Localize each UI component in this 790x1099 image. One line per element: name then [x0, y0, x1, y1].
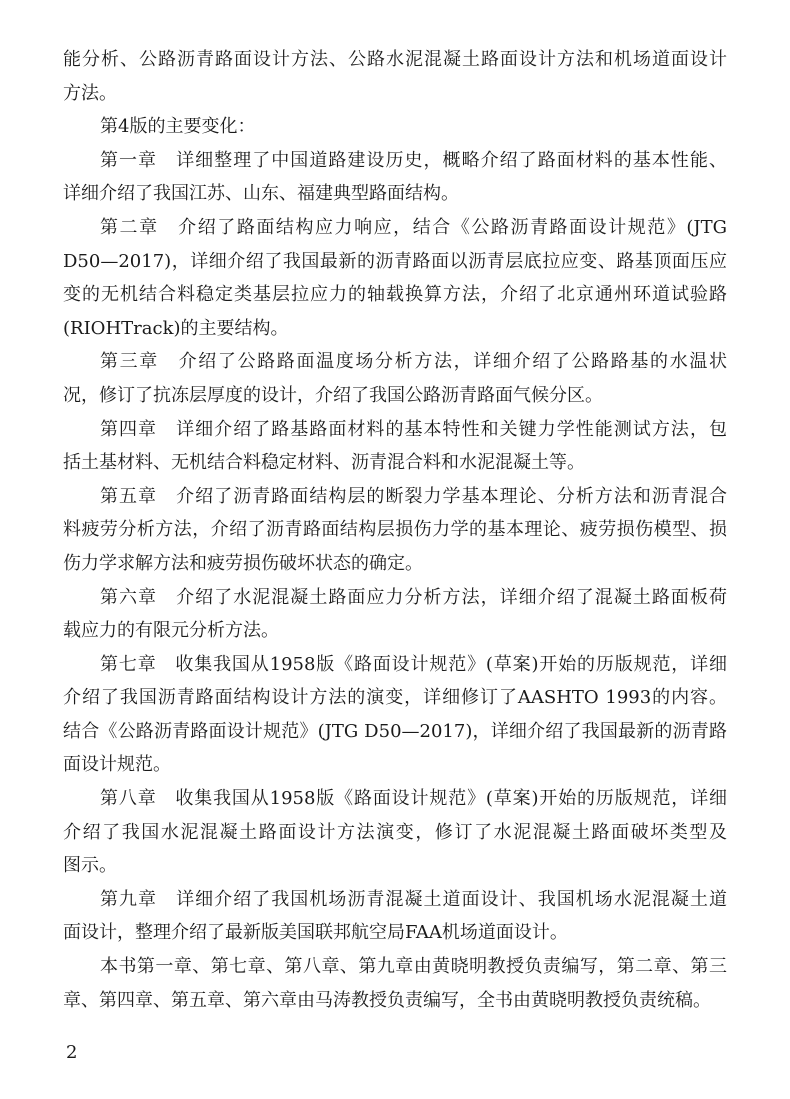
- text-line: 第一章 详细整理了中国道路建设历史，概略介绍了路面材料的基本性能、: [100, 149, 727, 171]
- text-line: 章、第四章、第五章、第六章由马涛教授负责编写，全书由黄晓明教授负责统稿。: [63, 989, 711, 1011]
- text-line: 第4版的主要变化：: [100, 116, 256, 138]
- paragraph: [63, 581, 727, 648]
- text-line: 本书第一章、第七章、第八章、第九章由黄晓明教授负责编写，第二章、第三: [100, 956, 727, 978]
- text-line: 伤力学求解方法和疲劳损伤破坏状态的确定。: [63, 552, 423, 574]
- text-line: 详细介绍了我国江苏、山东、福建典型路面结构。: [63, 183, 459, 205]
- text-line: 第七章 收集我国从1958版《路面设计规范》(草案)开始的历版规范，详细: [100, 653, 727, 675]
- text-line: 能分析、公路沥青路面设计方法、公路水泥混凝土路面设计方法和机场道面设计: [63, 49, 727, 70]
- text-line: 载应力的有限元分析方法。: [63, 620, 279, 642]
- paragraph: [63, 211, 727, 345]
- text-line: 第五章 介绍了沥青路面结构层的断裂力学基本理论、分析方法和沥青混合: [100, 485, 727, 507]
- text-line: 第四章 详细介绍了路基路面材料的基本特性和关键力学性能测试方法，包: [100, 418, 727, 440]
- page-number: 2: [66, 1042, 78, 1063]
- text-line: 结合《公路沥青路面设计规范》(JTG D50—2017)，详细介绍了我国最新的沥青路: [63, 720, 727, 742]
- paragraph: [63, 345, 727, 412]
- paragraph: [63, 144, 727, 211]
- text-line: 括土基材料、无机结合料稳定材料、沥青混合料和水泥混凝土等。: [63, 452, 585, 474]
- text-line: D50—2017)，详细介绍了我国最新的沥青路面以沥青层底拉应变、路基顶面压应: [63, 250, 727, 272]
- paragraph: [63, 950, 727, 1017]
- paragraph: [63, 413, 727, 480]
- text-line: 图示。: [63, 855, 117, 877]
- text-line: 第九章 详细介绍了我国机场沥青混凝土道面设计、我国机场水泥混凝土道: [100, 888, 727, 910]
- text-line: 方法。: [63, 82, 117, 104]
- text-line: 面设计，整理介绍了最新版美国联邦航空局FAA机场道面设计。: [63, 922, 568, 944]
- text-line: 第八章 收集我国从1958版《路面设计规范》(草案)开始的历版规范，详细: [100, 788, 727, 810]
- body-text: [63, 43, 727, 1017]
- text-line: 介绍了我国沥青路面结构设计方法的演变，详细修订了AASHTO 1993的内容。: [63, 687, 727, 709]
- text-line: 变的无机结合料稳定类基层拉应力的轴载换算方法，介绍了北京通州环道试验路: [63, 284, 727, 306]
- text-line: 介绍了我国水泥混凝土路面设计方法演变，修订了水泥混凝土路面破坏类型及: [63, 821, 727, 843]
- paragraph: [63, 782, 727, 883]
- paragraph: [63, 883, 727, 950]
- text-line: 面设计规范。: [63, 754, 171, 776]
- paragraph: [63, 110, 727, 144]
- text-line: 况，修订了抗冻层厚度的设计，介绍了我国公路沥青路面气候分区。: [63, 384, 603, 406]
- text-line: 料疲劳分析方法，介绍了沥青路面结构层损伤力学的基本理论、疲劳损伤模型、损: [63, 519, 727, 541]
- text-line: 第三章 介绍了公路路面温度场分析方法，详细介绍了公路路基的水温状: [100, 351, 727, 373]
- paragraph: [63, 43, 727, 110]
- paragraph: [63, 480, 727, 581]
- paragraph: [63, 648, 727, 782]
- text-line: 第六章 介绍了水泥混凝土路面应力分析方法，详细介绍了混凝土路面板荷: [100, 586, 727, 608]
- text-line: (RIOHTrack)的主要结构。: [63, 317, 289, 339]
- text-line: 第二章 介绍了路面结构应力响应，结合《公路沥青路面设计规范》(JTG: [100, 216, 727, 238]
